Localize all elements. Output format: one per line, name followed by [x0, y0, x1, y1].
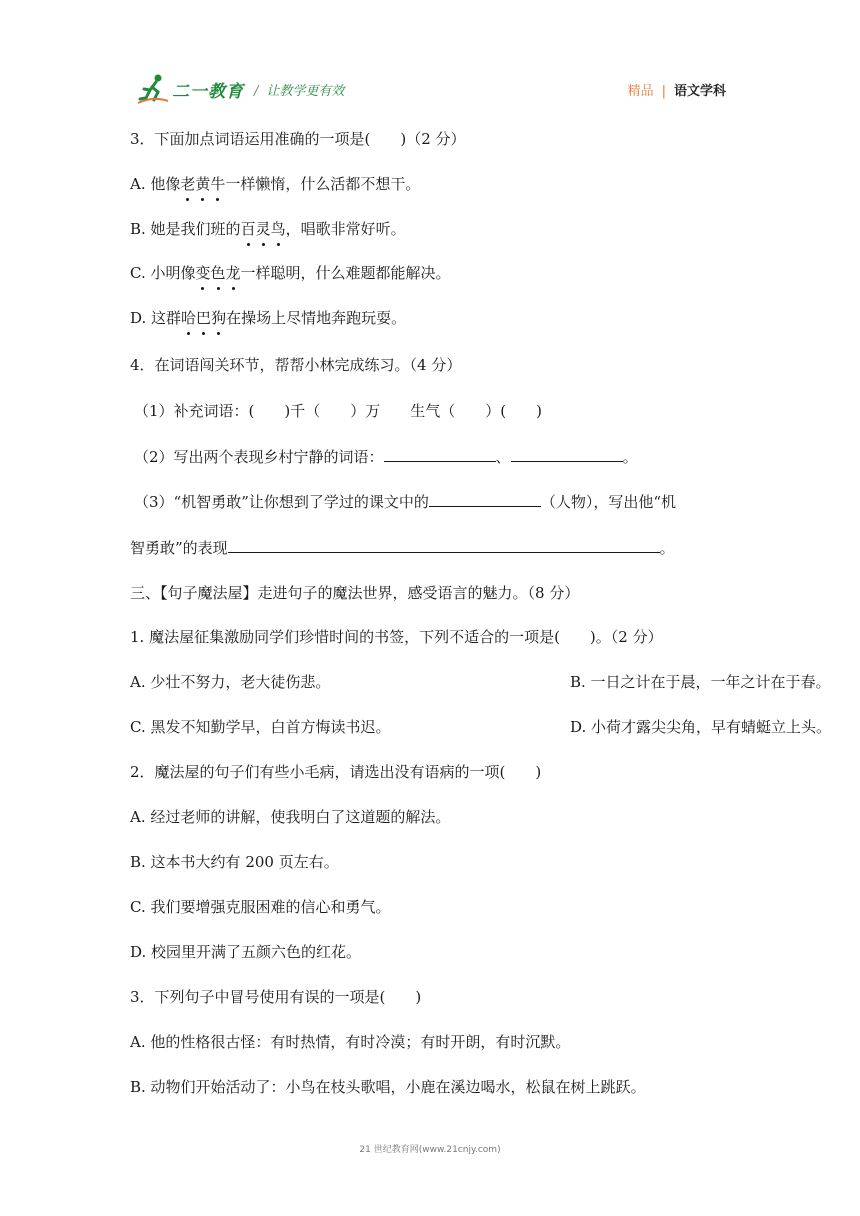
- s1-options-ab: [130, 671, 831, 692]
- answer-blank[interactable]: [384, 447, 496, 462]
- q4-part3-cont: 智勇敢”的表现 。: [130, 539, 675, 557]
- q4-stem: 4．在词语闯关环节，帮帮小林完成练习。（4 分）: [130, 356, 462, 374]
- slogan-text: 让教学更有效: [266, 84, 345, 99]
- s3-option-b: B. 动物们开始活动了：小鸟在枝头歌唱，小鹿在溪边喝水，松鼠在树上跳跃。: [130, 1078, 646, 1096]
- tag-quality: 精品: [627, 84, 654, 99]
- q3-option-a: A. 他像老黄牛一样懒惰，什么活都不想干。: [130, 175, 421, 193]
- q4-part3: （3）“机智勇敢”让你想到了学过的课文中的 （人物），写出他“机: [134, 493, 677, 511]
- answer-blank[interactable]: [429, 492, 541, 507]
- logo: [136, 72, 244, 106]
- s3-option-a: A. 他的性格很古怪：有时热情，有时冷漠；有时开朗，有时沉默。: [130, 1033, 571, 1051]
- q3-stem: 3．下面加点词语运用准确的一项是( )（2 分）: [130, 130, 466, 148]
- s2-stem: 2．魔法屋的句子们有些小毛病，请选出没有语病的一项( ): [130, 763, 542, 781]
- page-footer: 21 世纪教育网(www.21cnjy.com): [359, 1145, 501, 1155]
- q3-option-b: B. 她是我们班的百灵鸟，唱歌非常好听。: [130, 220, 406, 238]
- answer-blank[interactable]: [511, 447, 623, 462]
- s3-stem: 3．下列句子中冒号使用有误的一项是( ): [130, 988, 422, 1006]
- slogan: / 让教学更有效: [254, 84, 345, 99]
- s2-option-b: B. 这本书大约有 200 页左右。: [130, 853, 339, 871]
- s1-option-d: D. 小荷才露尖尖角，早有蜻蜓立上头。: [570, 718, 832, 736]
- s1-options-cd: [130, 716, 832, 737]
- s2-option-a: A. 经过老师的讲解，使我明白了这道题的解法。: [130, 808, 451, 826]
- tag-subject: 语文学科: [673, 84, 726, 99]
- q3-option-c: C. 小明像变色龙一样聪明，什么难题都能解决。: [130, 264, 451, 282]
- s1-option-a: A. 少壮不努力，老大徒伤悲。: [130, 673, 331, 691]
- q4-part1: （1）补充词语：( )千（ ）万 生气（ ）( ): [134, 402, 542, 420]
- s2-option-d: D. 校园里开满了五颜六色的红花。: [130, 943, 362, 961]
- page-header: [136, 70, 726, 110]
- s2-option-c: C. 我们要增强克服困难的信心和勇气。: [130, 898, 391, 916]
- s1-option-b: B. 一日之计在于晨，一年之计在于春。: [570, 673, 831, 691]
- runner-logo-icon: [136, 72, 170, 106]
- answer-blank[interactable]: [228, 538, 660, 553]
- s1-stem: 1. 魔法屋征集激励同学们珍惜时间的书签，下列不适合的一项是( )。（2 分）: [130, 628, 663, 646]
- subject-tag: 精品 | 语文学科: [627, 84, 726, 99]
- section3-title: 三、【句子魔法屋】走进句子的魔法世界，感受语言的魅力。（8 分）: [130, 584, 580, 602]
- logo-text: 二一教育: [172, 81, 244, 102]
- s1-option-c: C. 黑发不知勤学早，白首方悔读书迟。: [130, 718, 391, 736]
- q4-part2: （2）写出两个表现乡村宁静的词语： 、 。: [134, 448, 638, 466]
- q3-option-d: D. 这群哈巴狗在操场上尽情地奔跑玩耍。: [130, 309, 407, 327]
